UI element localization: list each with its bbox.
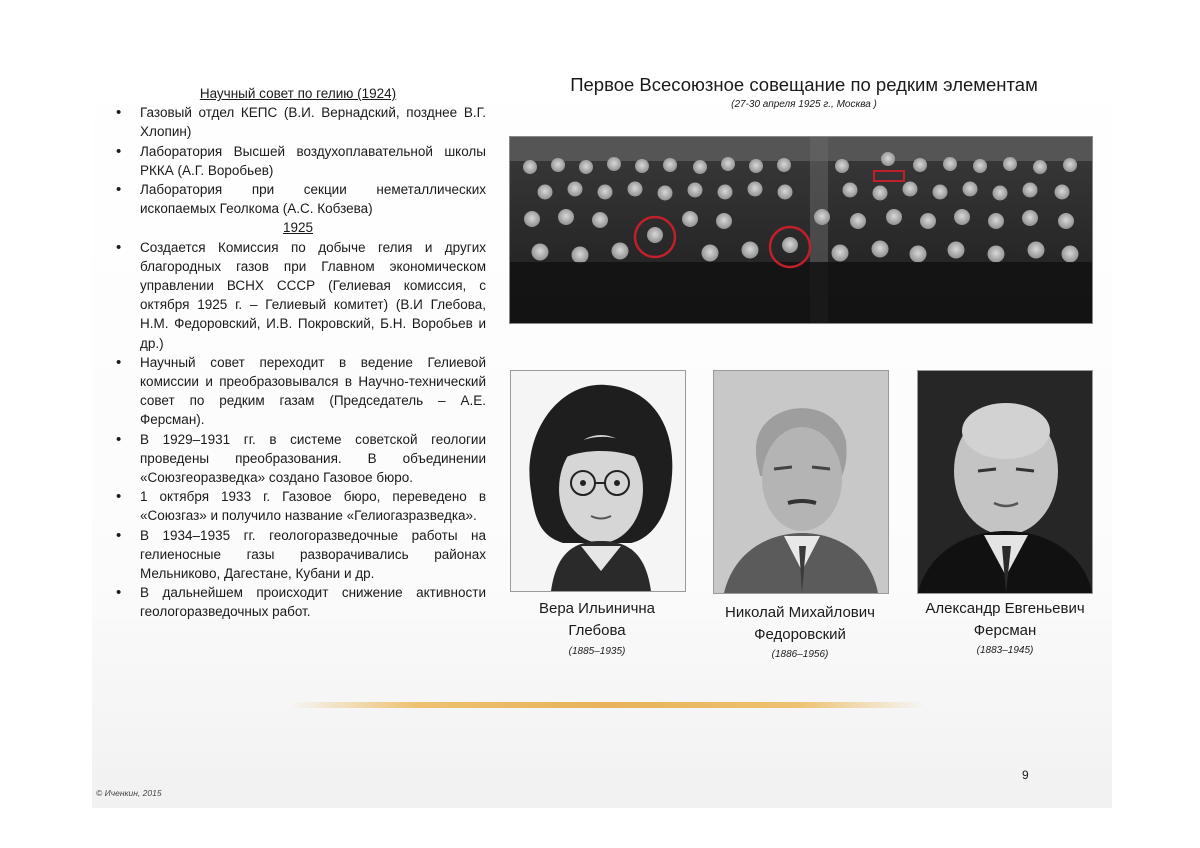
list-item: • Лаборатория при секции неметаллических ископаемых Геолкома (А.С. Кобзева): [110, 180, 486, 218]
portrait-glebova: [510, 370, 686, 592]
portrait-years-fedorovsky: (1886–1956): [771, 649, 829, 660]
portrait-fersman: [917, 370, 1093, 594]
portrait-name-line: Александр Евгеньевич: [925, 600, 1085, 617]
portrait-name-line: Вера Ильинична: [538, 600, 656, 617]
portrait-years-fersman: (1883–1945): [976, 645, 1034, 656]
list-item: • 1 октября 1933 г. Газовое бюро, переведено в «Союзгаз» и получило название «Гелиогазразведка».: [110, 487, 486, 525]
section-heading-1924: Научный совет по гелию (1924): [199, 86, 397, 101]
list-item: • Научный совет переходит в ведение Гелиевой комиссии и преобразовывался в Научно-технический совет по редким газам (Председатель – А.Е. Ферсман).: [110, 353, 486, 430]
decorative-divider: [290, 702, 924, 708]
bullet-list-1924: [110, 103, 486, 218]
portrait-years-glebova: (1885–1935): [568, 646, 626, 657]
list-item: • Создается Комиссия по добыче гелия и других благородных газов при Главном экономическом управлении ВСНХ СССР (Гелиевая комиссия, с октября 1925 г. – Гелиевый комитет) (В.И Глебова, Н.М. Федоровский, И.В. Покровский, Б.Н. Воробьев и др.): [110, 238, 486, 353]
slide-subtitle: (27-30 апреля 1925 г., Москва ): [731, 99, 877, 110]
footer-copyright: © Иченкин, 2015: [96, 788, 162, 798]
bullet-list-1925: [110, 238, 486, 622]
list-item: • В 1934–1935 гг. геологоразведочные работы на гелиеносные газы разворачивались районах Мельниково, Дагестане, Кубани и др.: [110, 526, 486, 584]
portrait-name-line: Федоровский: [754, 626, 846, 643]
portrait-name-fersman: [905, 598, 1105, 642]
portrait-name-line: Николай Михайлович: [725, 604, 875, 621]
list-item: • В дальнейшем происходит снижение активности геологоразведочных работ.: [110, 583, 486, 621]
portrait-name-fedorovsky: [700, 602, 900, 646]
group-photo: [509, 136, 1093, 324]
page-number: 9: [1022, 768, 1029, 782]
list-item: • В 1929–1931 гг. в системе советской геологии проведены преобразования. В объединении «Союзгеоразведка» создано Газовое бюро.: [110, 430, 486, 488]
portrait-name-glebova: [510, 598, 684, 642]
list-item: • Газовый отдел КЕПС (В.И. Вернадский, позднее В.Г. Хлопин): [110, 103, 486, 141]
portrait-name-line: Ферсман: [973, 622, 1037, 639]
list-item: • Лаборатория Высшей воздухоплавательной школы РККА (А.Г. Воробьев): [110, 142, 486, 180]
portrait-fedorovsky: [713, 370, 889, 594]
slide-title: Первое Всесоюзное совещание по редким элементам: [570, 74, 1038, 95]
portrait-name-line: Глебова: [568, 622, 626, 639]
section-heading-1925: 1925: [282, 220, 314, 236]
left-column: [110, 84, 486, 622]
